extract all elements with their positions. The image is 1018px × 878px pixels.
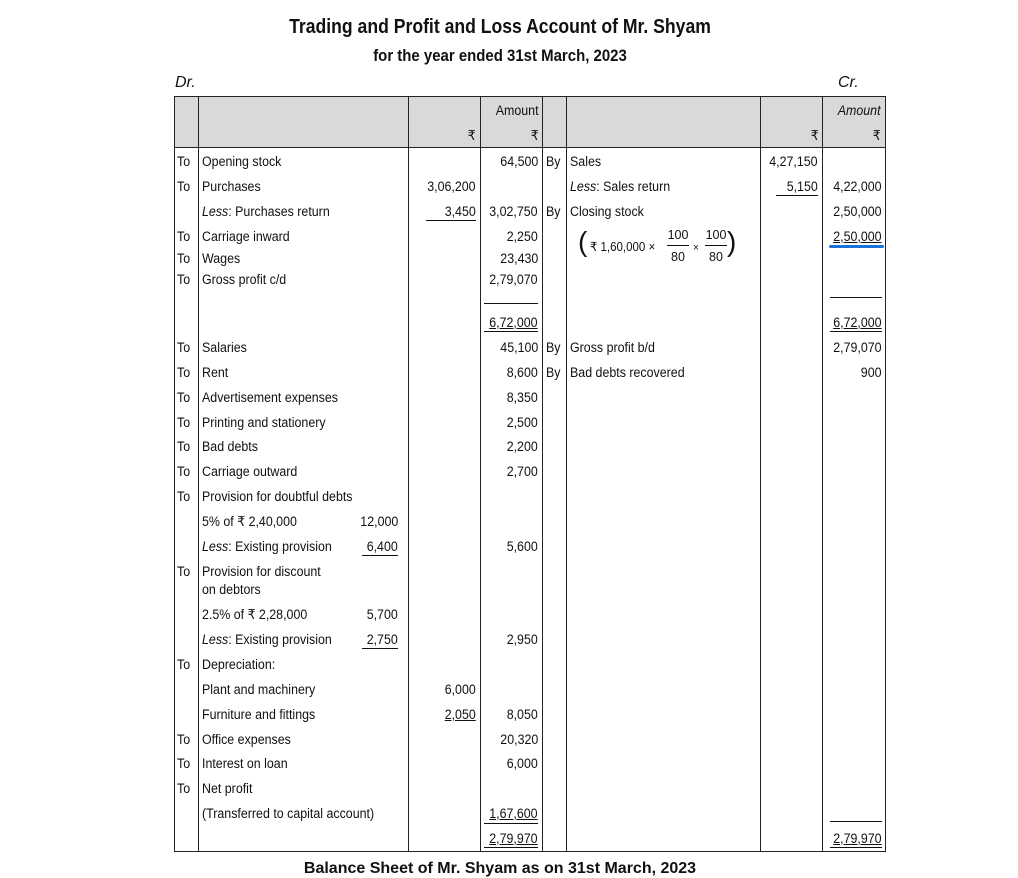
depreciation-furniture: Furniture and fittings — [202, 707, 316, 722]
fraction-denominator: 80 — [709, 250, 723, 264]
to-prefix: To — [177, 564, 191, 579]
total-double-rule — [484, 331, 538, 332]
net-purchases-amount: 3,02,750 — [489, 204, 538, 219]
debit-amount-gross_profit_cd: 2,79,070 — [489, 272, 538, 287]
to-prefix: To — [177, 732, 191, 747]
fraction-numerator: 100 — [667, 228, 689, 242]
to-prefix: To — [177, 179, 191, 194]
to-prefix: To — [177, 365, 191, 380]
debit-item-pdisc: Provision for discount — [202, 564, 321, 579]
rupee-symbol: ₹ — [468, 128, 476, 143]
trading-total-credit: 6,72,000 — [833, 315, 882, 330]
credit-label: Cr. — [838, 74, 859, 91]
debit-item-printing: Printing and stationery — [202, 415, 326, 430]
open-paren: ( — [578, 226, 588, 257]
debit-item-net-profit: Net profit — [202, 781, 253, 796]
less-label: Less — [202, 204, 229, 219]
to-prefix: To — [177, 781, 191, 796]
entry-label: : Sales return — [596, 179, 671, 194]
by-prefix: By — [546, 365, 561, 380]
account-subtitle: for the year ended 31st March, 2023 — [373, 46, 627, 65]
debit-item-office_expenses: Office expenses — [202, 732, 291, 747]
debit-item-net-profit-note: (Transferred to capital account) — [202, 806, 375, 821]
to-prefix: To — [177, 272, 191, 287]
total-double-rule — [830, 331, 882, 332]
col-divider — [480, 97, 481, 851]
debit-item-interest: Interest on loan — [202, 756, 288, 771]
net-sales-amount: 4,22,000 — [833, 179, 882, 194]
col-divider — [198, 97, 199, 851]
balance-sheet-title: Balance Sheet of Mr. Shyam as on 31st March, 2023 — [303, 860, 697, 877]
debit-amount-printing: 2,500 — [506, 415, 538, 430]
fraction-bar — [667, 245, 689, 246]
by-prefix: By — [546, 340, 561, 355]
debit-item-carriage_inward: Carriage inward — [202, 229, 290, 244]
col-divider — [822, 97, 823, 851]
debit-item-advertisement: Advertisement expenses — [202, 390, 339, 405]
trading-total-debit: 6,72,000 — [489, 315, 538, 330]
pdisc-existing-value: 2,750 — [366, 632, 398, 647]
col-divider — [566, 97, 567, 851]
to-prefix: To — [177, 756, 191, 771]
to-prefix: To — [177, 340, 191, 355]
debit-item-pdd: Provision for doubtful debts — [202, 489, 353, 504]
sales-subamount: 4,27,150 — [769, 154, 818, 169]
times-sign: × — [693, 242, 699, 254]
debit-item-salaries: Salaries — [202, 340, 247, 355]
debit-amount-advertisement: 8,350 — [506, 390, 538, 405]
purchases-subamount: 3,06,200 — [427, 179, 476, 194]
to-prefix: To — [177, 154, 191, 169]
depreciation-plant: Plant and machinery — [202, 682, 316, 697]
to-prefix: To — [177, 489, 191, 504]
total-rule — [830, 821, 882, 822]
pdisc-less-line — [202, 632, 332, 648]
entry-label: : Purchases return — [228, 204, 330, 219]
highlight-mark — [829, 245, 884, 248]
pdd-amount: 5,600 — [506, 539, 538, 554]
debit-item-opening_stock: Opening stock — [202, 154, 282, 169]
debit-amount-opening_stock: 64,500 — [500, 154, 538, 169]
debit-item-bad_debts: Bad debts — [202, 439, 258, 454]
debit-item-purchases: Purchases — [202, 179, 261, 194]
to-prefix: To — [177, 415, 191, 430]
sales-return-label — [570, 179, 670, 195]
by-prefix: By — [546, 154, 561, 169]
to-prefix: To — [177, 464, 191, 479]
pdisc-underline — [362, 648, 398, 649]
pdd-less-line — [202, 539, 332, 555]
total-double-rule — [830, 847, 882, 848]
amount-header-debit: Amount — [496, 103, 539, 118]
debit-item-depreciation: Depreciation: — [202, 657, 276, 672]
total-rule — [484, 303, 538, 304]
amount-header-credit: Amount — [838, 103, 881, 118]
col-divider — [760, 97, 761, 851]
pdisc-calc-value: 5,700 — [366, 607, 398, 622]
credit-amount-bad_debts_recovered: 900 — [861, 365, 882, 380]
credit-amount-closing_stock: 2,50,000 — [833, 204, 882, 219]
purchases-return-underline — [426, 220, 476, 221]
debit-amount-carriage_inward: 2,250 — [506, 229, 538, 244]
to-prefix: To — [177, 251, 191, 266]
debit-amount-interest: 6,000 — [506, 756, 538, 771]
net-profit-amount: 1,67,600 — [489, 806, 538, 821]
debit-item-gross_profit_cd: Gross profit c/d — [202, 272, 287, 287]
fraction-bar — [705, 245, 727, 246]
less-label: Less — [202, 539, 229, 554]
debit-item-rent: Rent — [202, 365, 229, 380]
depreciation-furniture-value: 2,050 — [444, 707, 476, 722]
rupee-symbol: ₹ — [811, 128, 819, 143]
to-prefix: To — [177, 229, 191, 244]
closing-stock-formula: ₹ 1,60,000 × — [590, 240, 656, 254]
close-paren: ) — [727, 226, 737, 257]
purchases-return-label — [202, 204, 330, 220]
pdd-existing-value: 6,400 — [366, 539, 398, 554]
rupee-symbol: ₹ — [531, 128, 539, 143]
col-divider — [408, 97, 409, 851]
col-divider — [542, 97, 543, 851]
debit-amount-salaries: 45,100 — [500, 340, 538, 355]
debit-amount-rent: 8,600 — [506, 365, 538, 380]
depreciation-amount: 8,050 — [506, 707, 538, 722]
less-label: Less — [570, 179, 597, 194]
by-prefix: By — [546, 204, 561, 219]
credit-amount-gross_profit_bd: 2,79,070 — [833, 340, 882, 355]
credit-item-sales: Sales — [570, 154, 602, 169]
to-prefix: To — [177, 657, 191, 672]
credit-item-closing_stock: Closing stock — [570, 204, 644, 219]
pl-total-credit: 2,79,970 — [833, 831, 882, 846]
debit-amount-carriage_outward: 2,700 — [506, 464, 538, 479]
entry-label: : Existing provision — [228, 539, 332, 554]
pdisc-amount: 2,950 — [506, 632, 538, 647]
credit-item-bad_debts_recovered: Bad debts recovered — [570, 365, 685, 380]
total-rule — [484, 823, 538, 824]
account-title: Trading and Profit and Loss Account of Mr. Shyam — [289, 16, 711, 38]
to-prefix: To — [177, 390, 191, 405]
total-rule — [830, 297, 882, 298]
debit-amount-wages: 23,430 — [500, 251, 538, 266]
debit-item-wages: Wages — [202, 251, 241, 266]
to-prefix: To — [177, 439, 191, 454]
fraction-denominator: 80 — [671, 250, 685, 264]
purchases-return-subamount: 3,450 — [444, 204, 476, 219]
pdisc-calc-line: 2.5% of ₹ 2,28,000 — [202, 607, 308, 622]
sales-return-underline — [776, 195, 818, 196]
pdd-calc-value: 12,000 — [360, 514, 398, 529]
debit-label: Dr. — [175, 74, 196, 91]
pl-total-debit: 2,79,970 — [489, 831, 538, 846]
debit-amount-office_expenses: 20,320 — [500, 732, 538, 747]
sales-return-subamount: 5,150 — [786, 179, 818, 194]
rupee-symbol: ₹ — [873, 128, 881, 143]
less-label: Less — [202, 632, 229, 647]
credit-item-gross_profit_bd: Gross profit b/d — [570, 340, 655, 355]
depreciation-plant-value: 6,000 — [444, 682, 476, 697]
debit-amount-bad_debts: 2,200 — [506, 439, 538, 454]
pdd-calc-line: 5% of ₹ 2,40,000 — [202, 514, 297, 529]
closing-stock-amount: 2,50,000 — [833, 229, 882, 244]
entry-label: : Existing provision — [228, 632, 332, 647]
fraction-numerator: 100 — [705, 228, 727, 242]
pdd-underline — [362, 555, 398, 556]
debit-item-pdisc-cont: on debtors — [202, 582, 261, 597]
debit-item-carriage_outward: Carriage outward — [202, 464, 298, 479]
total-double-rule — [484, 847, 538, 848]
